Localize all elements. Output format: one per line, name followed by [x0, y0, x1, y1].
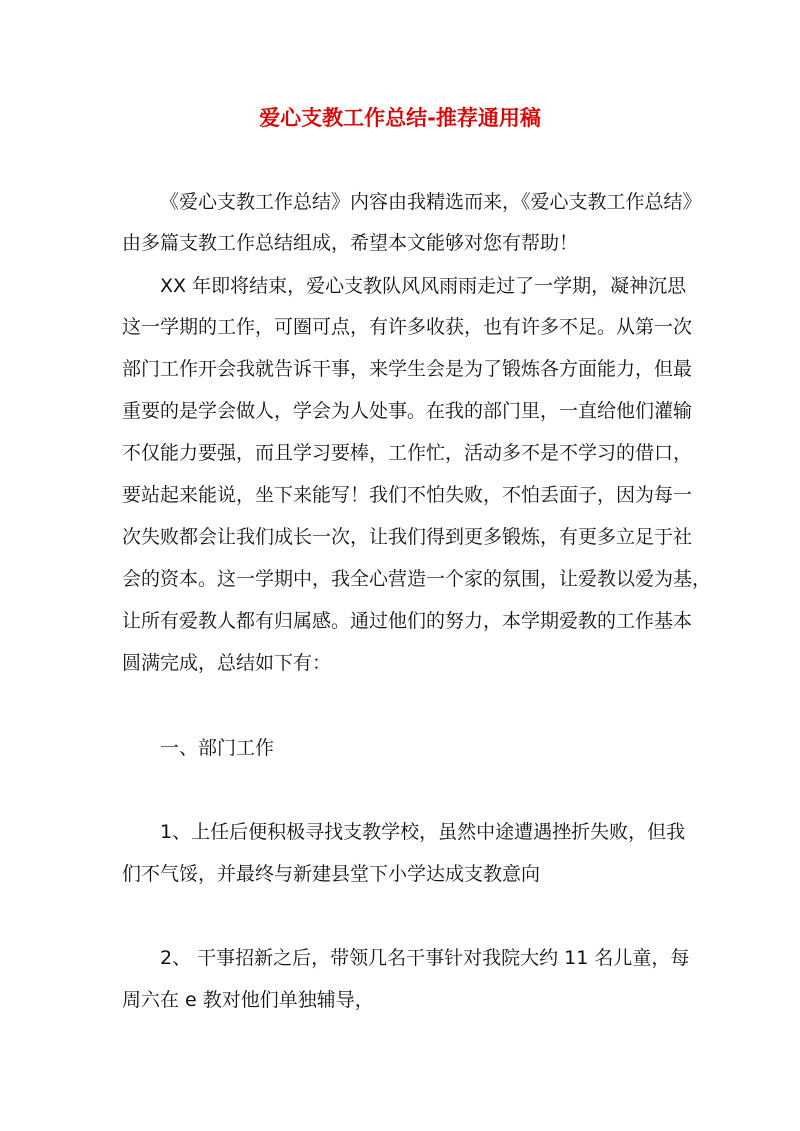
- paragraph-line: 要站起来能说，坐下来能写！我们不怕失败，不怕丢面子，因为每一: [122, 484, 693, 506]
- paragraph-line: 不仅能力要强，而且学习要棒，工作忙，活动多不是不学习的借口，: [122, 442, 693, 464]
- paragraph-line: 这一学期的工作，可圈可点，有许多收获，也有许多不足。从第一次: [122, 316, 693, 338]
- document-title: 爱心支教工作总结-推荐通用稿: [259, 106, 541, 130]
- paragraph-line: 重要的是学会做人，学会为人处事。在我的部门里，一直给他们灌输: [122, 400, 693, 422]
- section-heading: 一、部门工作: [160, 737, 275, 759]
- paragraph-line: 部门工作开会我就告诉干事，来学生会是为了锻炼各方面能力，但最: [122, 358, 693, 380]
- paragraph-line: 会的资本。这一学期中，我全心营造一个家的氛围，让爱教以爱为基，: [122, 568, 712, 590]
- list-item-line: 1、上任后便积极寻找支教学校，虽然中途遭遇挫折失败，但我: [160, 821, 686, 843]
- paragraph-line: 次失败都会让我们成长一次，让我们得到更多锻炼，有更多立足于社: [122, 526, 693, 548]
- paragraph-line: 圆满完成，总结如下有：: [122, 652, 332, 674]
- list-item-line: 周六在 e 教对他们单独辅导，: [122, 989, 374, 1011]
- list-item-line: 2、 干事招新之后，带领几名干事针对我院大约 11 名儿童，每: [160, 947, 690, 969]
- intro-line: 由多篇支教工作总结组成，希望本文能够对您有帮助！: [122, 232, 579, 254]
- paragraph-line: 让所有爱教人都有归属感。通过他们的努力，本学期爱教的工作基本: [122, 610, 693, 632]
- list-item-line: 们不气馁，并最终与新建县堂下小学达成支教意向: [122, 863, 541, 885]
- intro-line: 《爱心支教工作总结》内容由我精选而来，《爱心支教工作总结》: [160, 191, 702, 213]
- paragraph-line: XX 年即将结束，爱心支教队风风雨雨走过了一学期，凝神沉思: [160, 275, 687, 297]
